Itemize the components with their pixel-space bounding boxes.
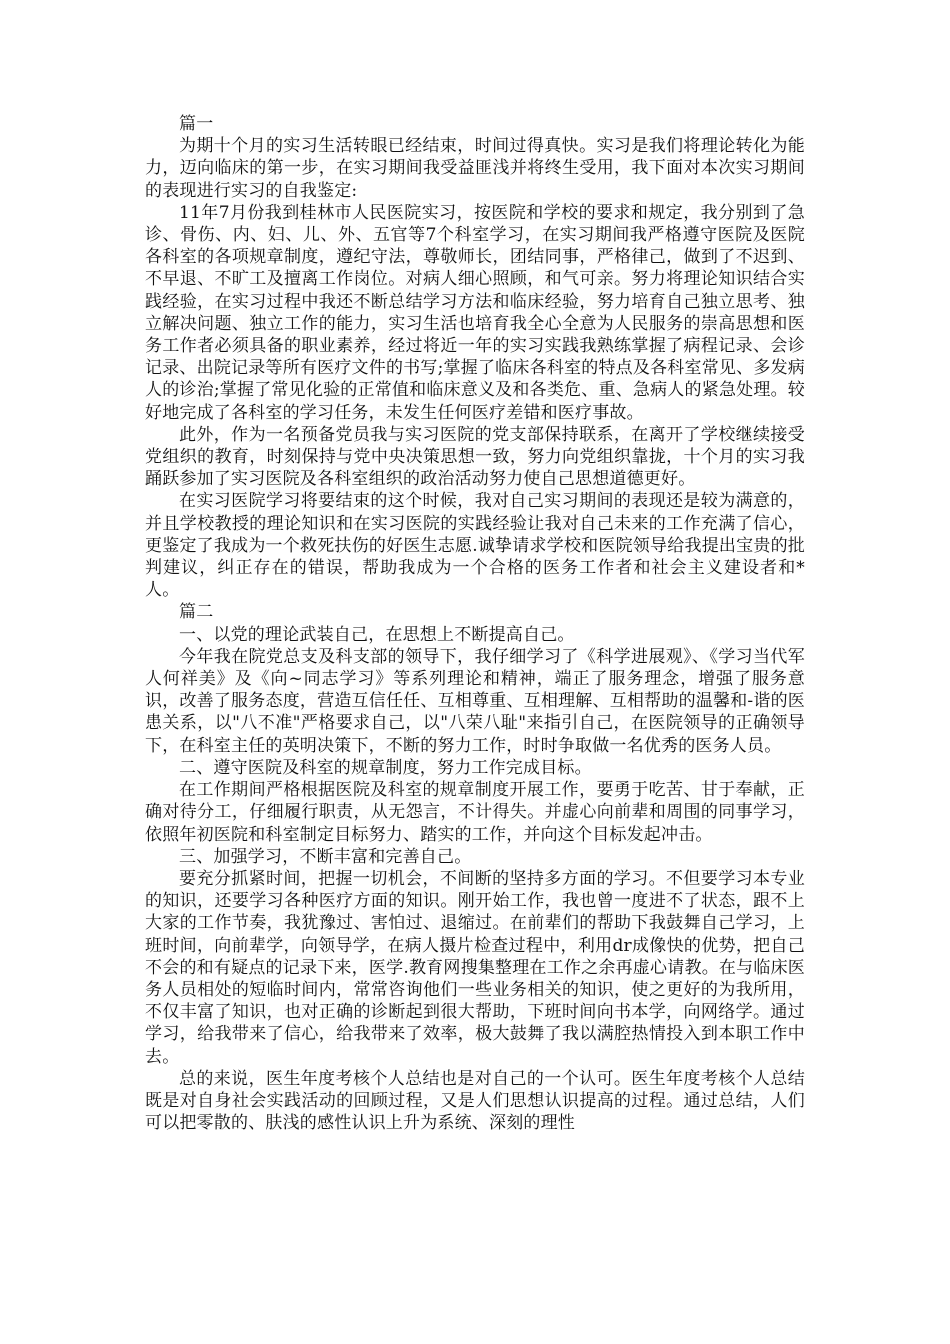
paragraph-study: 要充分抓紧时间，把握一切机会，不间断的坚持多方面的学习。不但要学习本专业的知识，还要学习各种医疗方面的知识。刚开始工作，我也曾一度进不了状态，跟不上大家的工作节奏，我犹豫过、害怕过、退缩过。在前辈们的帮助下我鼓舞自己学习，上班时间，向前辈学，向领导学，在病人摄片检查过程中，利用dr成像快的优势，把自己不会的和有疑点的记录下来，医学.教育网搜集整理在工作之余再虚心请教。在与临床医务人员相处的短临时间内，常常咨询他们一些业务相关的知识，使之更好的为我所用，不仅丰富了知识，也对正确的诊断起到很大帮助，下班时间向书本学，向网络学。通过学习，给我带来了信心，给我带来了效率，极大鼓舞了我以满腔热情投入到本职工作中去。 xyxy=(145,868,805,1067)
document-body xyxy=(145,113,805,1134)
paragraph-summary: 总的来说，医生年度考核个人总结也是对自己的一个认可。医生年度考核个人总结既是对自身社会实践活动的回顾过程，又是人们思想认识提高的过程。通过总结，人们可以把零散的、肤浅的感性认识上升为系统、深刻的理性 xyxy=(145,1068,805,1134)
paragraph-party: 此外，作为一名预备党员我与实习医院的党支部保持联系，在离开了学校继续接受党组织的教育，时刻保持与党中央决策思想一致，努力向党组织靠拢，十个月的实习我踊跃参加了实习医院及各科室组织的政治活动努力使自己思想道德更好。 xyxy=(145,424,805,490)
paragraph-conclusion-1: 在实习医院学习将要结束的这个时候，我对自己实习期间的表现还是较为满意的，并且学校教授的理论知识和在实习医院的实践经验让我对自己未来的工作充满了信心，更鉴定了我成为一个救死扶伤的好医生志愿.诚挚请求学校和医院领导给我提出宝贵的批判建议，纠正存在的错误，帮助我成为一个合格的医务工作者和社会主义建设者和*人。 xyxy=(145,491,805,601)
subheading-2: 二、遵守医院及科室的规章制度，努力工作完成目标。 xyxy=(179,757,592,778)
subheading-3: 三、加强学习，不断丰富和完善自己。 xyxy=(179,846,472,867)
paragraph-theory: 今年我在院党总支及科支部的领导下，我仔细学习了《科学进展观》、《学习当代军人何祥美》及《向~同志学习》等系列理论和精神，端正了服务理念，增强了服务意识，改善了服务态度，营造互信任任、互相尊重、互相理解、互相帮助的温馨和-谐的医患关系，以"八不准"严格要求自己，以"八荣八耻"来指引自己，在医院领导的正确领导下，在科室主任的英明决策下，不断的努力工作，时时争取做一名优秀的医务人员。 xyxy=(145,646,805,756)
section-heading-1: 篇一 xyxy=(179,114,214,134)
paragraph-rules: 在工作期间严格根据医院及科室的规章制度开展工作，要勇于吃苦、甘于奉献，正确对待分工，仔细履行职责，从无怨言，不计得失。并虚心向前辈和周围的同事学习，依照年初医院和科室制定目标努力、踏实的工作，并向这个目标发起冲击。 xyxy=(145,780,805,845)
section-heading-2: 篇二 xyxy=(179,602,214,623)
paragraph-intro: 为期十个月的实习生活转眼已经结束，时间过得真快。实习是我们将理论转化为能力，迈向临床的第一步，在实习期间我受益匪浅并将终生受用，我下面对本次实习期间的表现进行实习的自我鉴定: xyxy=(145,136,805,201)
paragraph-internship: 11年7月份我到桂林市人民医院实习，按医院和学校的要求和规定，我分别到了急诊、骨伤、内、妇、儿、外、五官等7个科室学习，在实习期间我严格遵守医院及医院各科室的各项规章制度，遵纪守法，尊敬师长，团结同事，严格律己，做到了不迟到、不早退、不旷工及擅离工作岗位。对病人细心照顾，和气可亲。努力将理论知识结合实践经验，在实习过程中我还不断总结学习方法和临床经验，努力培育自己独立思考、独立解决问题、独立工作的能力，实习生活也培育我全心全意为人民服务的崇高思想和医务工作者必须具备的职业素养，经过将近一年的实习实践我熟练掌握了病程记录、会诊记录、出院记录等所有医疗文件的书写;掌握了临床各科室的特点及各科室常见、多发病人的诊治;掌握了常见化验的正常值和临床意义及和各类危、重、急病人的紧急处理。较好地完成了各科室的学习任务，未发生任何医疗差错和医疗事故。 xyxy=(145,202,805,423)
subheading-1: 一、以党的理论武装自己，在思想上不断提高自己。 xyxy=(179,624,575,645)
